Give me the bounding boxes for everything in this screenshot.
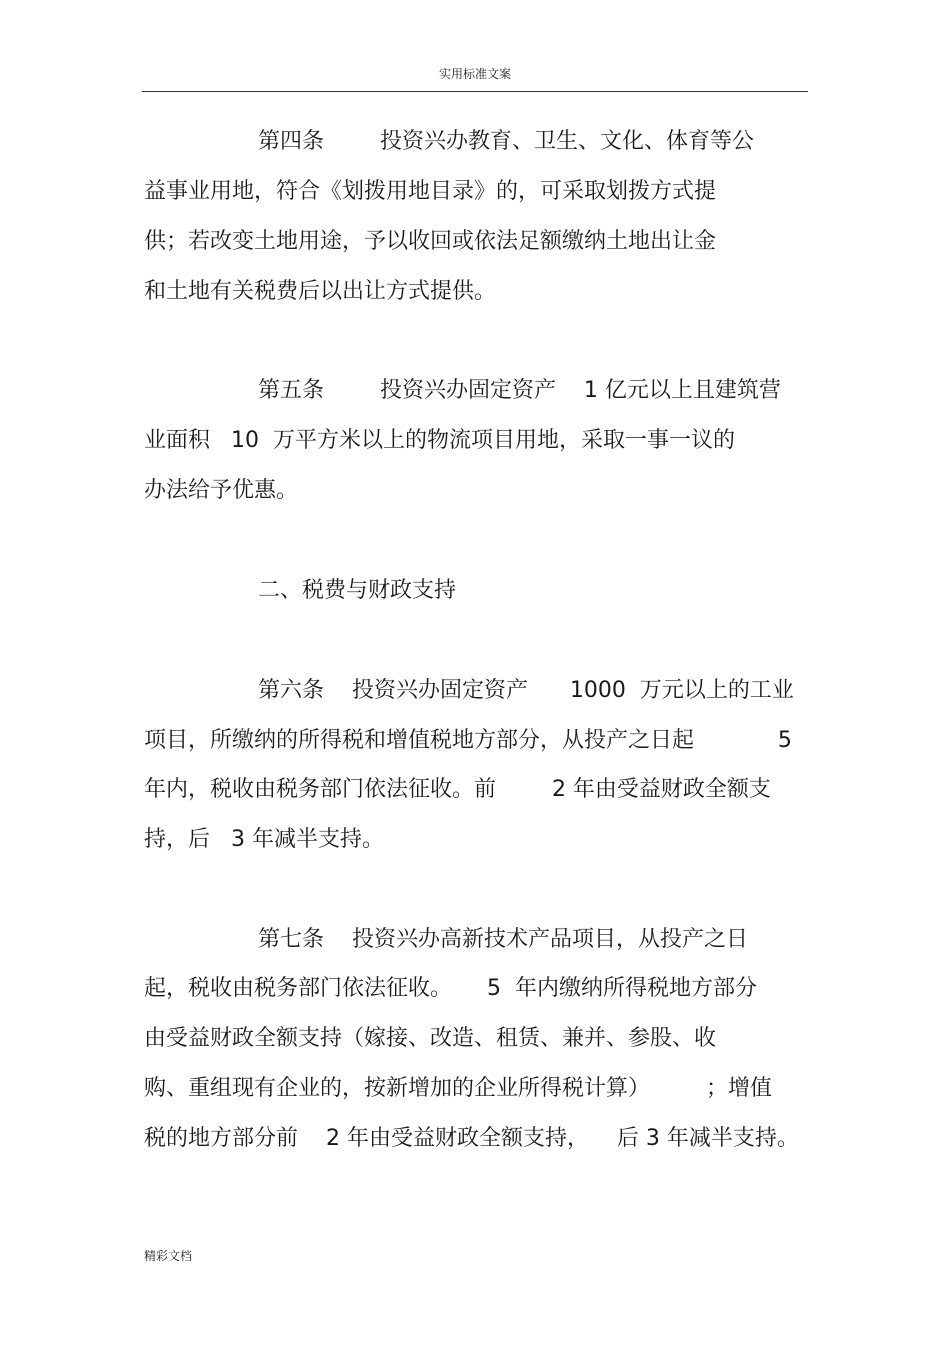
article-4-line-4: 和土地有关税费后以出让方式提供。 bbox=[144, 279, 497, 304]
article-7-line-2: 起，税收由税务部门依法征收。 5 年内缴纳所得税地方部分 bbox=[144, 976, 757, 1001]
article-5-line-2: 业面积 10 万平方米以上的物流项目用地，采取一事一议的 bbox=[144, 428, 735, 453]
article-5-line-1: 第五条 投资兴办固定资产 1 亿元以上且建筑营 bbox=[258, 378, 781, 403]
article-6-line-1: 第六条 投资兴办固定资产 1000 万元以上的工业 bbox=[258, 678, 794, 703]
article-6-line-3: 年内，税收由税务部门依法征收。前 2 年由受益财政全额支 bbox=[144, 777, 771, 802]
article-5-line-3: 办法给予优惠。 bbox=[144, 478, 299, 503]
page-footer-text: 精彩文档 bbox=[144, 1249, 193, 1263]
article-7-line-3: 由受益财政全额支持（嫁接、改造、租赁、兼并、参股、收 bbox=[144, 1026, 717, 1051]
article-7-line-4: 购、重组现有企业的，按新增加的企业所得税计算） ；增值 bbox=[144, 1076, 772, 1101]
article-6-line-4: 持，后 3 年减半支持。 bbox=[144, 827, 384, 852]
article-6-line-2: 项目，所缴纳的所得税和增值税地方部分，从投产之日起 5 bbox=[144, 728, 792, 753]
article-7-line-5: 税的地方部分前 2 年由受益财政全额支持， 后 3 年减半支持。 bbox=[144, 1126, 799, 1151]
article-7-line-1: 第七条 投资兴办高新技术产品项目，从投产之日 bbox=[258, 927, 748, 952]
section-2-heading: 二、税费与财政支持 bbox=[258, 578, 457, 603]
header-divider bbox=[142, 91, 808, 92]
article-4-line-2: 益事业用地，符合《划拨用地目录》的，可采取划拨方式提 bbox=[144, 179, 717, 204]
article-4-line-3: 供；若改变土地用途，予以收回或依法足额缴纳土地出让金 bbox=[144, 229, 717, 254]
page-header-title: 实用标准文案 bbox=[438, 67, 511, 81]
article-4-line-1: 第四条 投资兴办教育、卫生、文化、体育等公 bbox=[258, 129, 754, 154]
